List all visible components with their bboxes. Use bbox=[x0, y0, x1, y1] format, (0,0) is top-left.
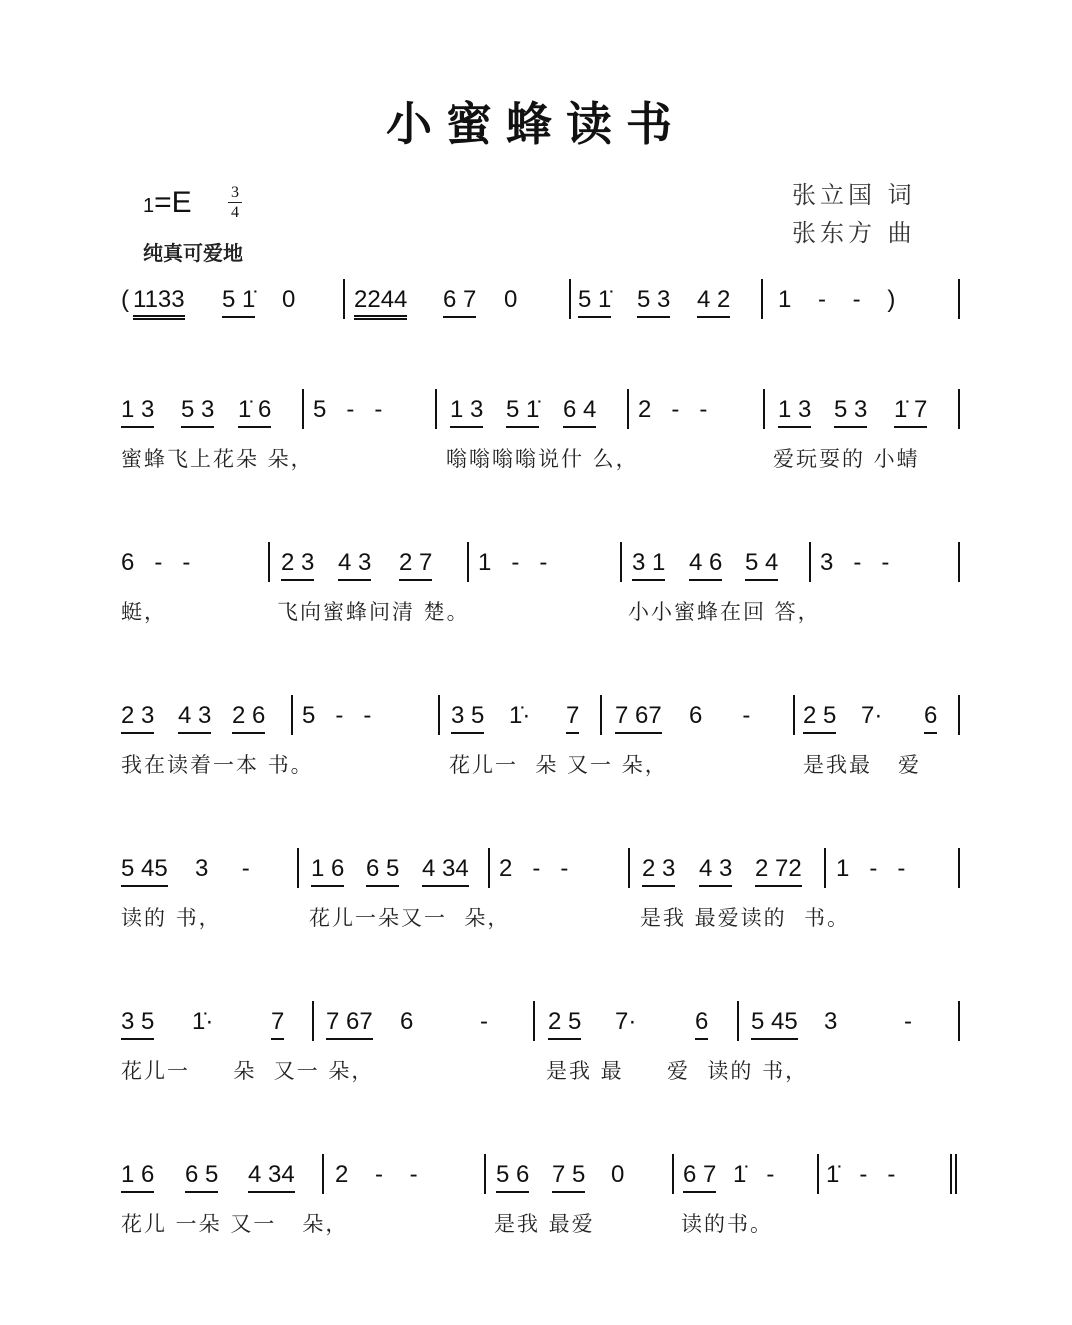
composer-credit: 张东方 曲 bbox=[792, 219, 916, 247]
note-group: 2 5 bbox=[548, 1007, 581, 1040]
lyrics-line bbox=[0, 335, 1072, 385]
note-group: 4 3 bbox=[338, 548, 371, 581]
note-group: 1 6 bbox=[121, 1160, 154, 1193]
note-group: 7 67 bbox=[326, 1007, 373, 1040]
barline bbox=[467, 542, 469, 582]
barline bbox=[312, 1001, 314, 1041]
note-group: 6 - - bbox=[121, 549, 191, 576]
barline bbox=[297, 848, 299, 888]
notation-line bbox=[0, 548, 1072, 598]
lyric-phrase: 花儿一 朵 又一 朵， bbox=[449, 753, 668, 777]
note-group: 1 3 bbox=[121, 395, 154, 428]
note-group: 2 3 bbox=[281, 548, 314, 581]
note-group: 4 6 bbox=[689, 548, 722, 581]
lyrics-line bbox=[0, 598, 1072, 648]
time-denominator: 4 bbox=[231, 204, 239, 221]
barline bbox=[824, 848, 826, 888]
notation-line bbox=[0, 1160, 1072, 1210]
barline bbox=[761, 279, 763, 319]
barline bbox=[672, 1154, 674, 1194]
note-group: 6 - bbox=[689, 702, 751, 729]
barline bbox=[958, 848, 960, 888]
lyric-phrase: 读的书。 bbox=[681, 1212, 773, 1236]
lyrics-line bbox=[0, 751, 1072, 801]
lyric-phrase: 是我 最爱读的 书。 bbox=[640, 906, 851, 930]
note-group: 7 bbox=[566, 701, 579, 734]
note-group: 1̇ - - bbox=[826, 1161, 896, 1188]
barline bbox=[438, 695, 440, 735]
note-group: 5 - - bbox=[313, 396, 383, 423]
lyric-phrase: 我在读着一本 书。 bbox=[121, 753, 314, 777]
note-group: 1 3 bbox=[450, 395, 483, 428]
barline bbox=[958, 695, 960, 735]
barline bbox=[793, 695, 795, 735]
barline bbox=[533, 1001, 535, 1041]
barline bbox=[958, 279, 960, 319]
note-group: 2 3 bbox=[121, 701, 154, 734]
barline bbox=[958, 1001, 960, 1041]
note-group: 7 bbox=[271, 1007, 284, 1040]
note-group: 5 1̇ bbox=[578, 285, 611, 318]
note-group: 1̇· bbox=[192, 1008, 214, 1035]
key-signature bbox=[143, 186, 192, 220]
barline bbox=[291, 695, 293, 735]
note-group: 6 bbox=[924, 701, 937, 734]
note-group: 6 7 bbox=[683, 1160, 716, 1193]
lyric-phrase: 嗡嗡嗡嗡说什 么， bbox=[446, 447, 639, 471]
note-group: 6 - bbox=[400, 1008, 489, 1035]
notation-line bbox=[0, 701, 1072, 751]
lyric-phrase: 蜜蜂飞上花朵 朵， bbox=[121, 447, 314, 471]
lyricist-credit: 张立国 词 bbox=[792, 181, 916, 209]
lyric-phrase: 小小蜜蜂在回 答， bbox=[628, 600, 821, 624]
note-group: 4 34 bbox=[422, 854, 469, 887]
barline bbox=[484, 1154, 486, 1194]
barline bbox=[343, 279, 345, 319]
note-group: 1133 bbox=[133, 285, 185, 320]
note-group: 7· bbox=[615, 1008, 637, 1035]
time-divider bbox=[228, 202, 242, 203]
note-group: 2 7 bbox=[399, 548, 432, 581]
note-group: 3 5 bbox=[451, 701, 484, 734]
notation-line bbox=[0, 1007, 1072, 1057]
barline bbox=[958, 542, 960, 582]
lyric-phrase: 是我 最爱 bbox=[494, 1212, 595, 1236]
barline bbox=[627, 389, 629, 429]
lyric-phrase: 爱玩耍的 小蜻 bbox=[773, 447, 920, 471]
note-group: 3 - bbox=[824, 1008, 913, 1035]
note-group: 5 6 bbox=[496, 1160, 529, 1193]
notation-line bbox=[0, 395, 1072, 445]
note-group: 1̇ 6 bbox=[238, 395, 271, 428]
lyric-phrase: 读的 书， bbox=[121, 906, 222, 930]
note-group: 1 - - bbox=[478, 549, 548, 576]
barline bbox=[569, 279, 571, 319]
note-group: 6 4 bbox=[563, 395, 596, 428]
note-group: 7· bbox=[861, 702, 883, 729]
note-group: 1̇ 7 bbox=[894, 395, 927, 428]
note-group: 6 bbox=[695, 1007, 708, 1040]
note-group: 4 2 bbox=[697, 285, 730, 318]
note-group: 0 bbox=[611, 1161, 625, 1188]
note-group: 5 3 bbox=[637, 285, 670, 318]
note-group: 3 - - bbox=[820, 549, 890, 576]
note-group: 2 - - bbox=[335, 1161, 418, 1188]
barline bbox=[737, 1001, 739, 1041]
barline bbox=[268, 542, 270, 582]
song-title: 小蜜蜂读书 bbox=[386, 97, 686, 151]
time-signature bbox=[228, 184, 242, 221]
note-group: 0 bbox=[504, 286, 518, 313]
barline bbox=[488, 848, 490, 888]
note-group: 5 4 bbox=[745, 548, 778, 581]
note-group: 2 - - bbox=[499, 855, 569, 882]
barline bbox=[302, 389, 304, 429]
note-group: 2 72 bbox=[755, 854, 802, 887]
barline bbox=[763, 389, 765, 429]
lyric-phrase: 花儿一朵又一 朵， bbox=[309, 906, 511, 930]
note-group: 5 1̇ bbox=[506, 395, 539, 428]
lyrics-line bbox=[0, 904, 1072, 954]
note-group: 4 3 bbox=[699, 854, 732, 887]
note-group: 3 5 bbox=[121, 1007, 154, 1040]
note-group: 2 3 bbox=[642, 854, 675, 887]
note-group: 6 5 bbox=[366, 854, 399, 887]
note-group: 2 6 bbox=[232, 701, 265, 734]
lyrics-line bbox=[0, 1057, 1072, 1107]
note-group: 6 7 bbox=[443, 285, 476, 318]
lyric-phrase: 是我最 爱 bbox=[803, 753, 922, 777]
note-group: 1 3 bbox=[778, 395, 811, 428]
lyrics-line bbox=[0, 445, 1072, 495]
time-numerator: 3 bbox=[231, 184, 239, 201]
lyric-phrase: 飞向蜜蜂问清 楚。 bbox=[277, 600, 470, 624]
key-eq: = bbox=[154, 186, 172, 219]
tempo-marking: 纯真可爱地 bbox=[143, 241, 243, 265]
credits bbox=[792, 176, 916, 252]
barline bbox=[809, 542, 811, 582]
note-group: 5 - - bbox=[302, 702, 372, 729]
note-group: 1 - - ) bbox=[778, 286, 896, 313]
lyric-phrase: 是我 最 爱 读的 书， bbox=[546, 1059, 809, 1083]
note-group: 7 67 bbox=[615, 701, 662, 734]
note-group: 0 bbox=[282, 286, 296, 313]
note-group: 5 45 bbox=[751, 1007, 798, 1040]
barline bbox=[817, 1154, 819, 1194]
barline bbox=[628, 848, 630, 888]
note-group: 5 3 bbox=[834, 395, 867, 428]
note-group: 2 5 bbox=[803, 701, 836, 734]
note-group: 5 3 bbox=[181, 395, 214, 428]
note-group: 4 3 bbox=[178, 701, 211, 734]
note-group: 7 5 bbox=[552, 1160, 585, 1193]
barline bbox=[322, 1154, 324, 1194]
lyrics-line bbox=[0, 1210, 1072, 1260]
barline bbox=[955, 1154, 957, 1194]
note-group: 4 34 bbox=[248, 1160, 295, 1193]
note-group: ( bbox=[121, 286, 129, 313]
notation-line bbox=[0, 854, 1072, 904]
note-group: 1 - - bbox=[836, 855, 906, 882]
key-letter: E bbox=[171, 186, 192, 219]
key-tonic: 1 bbox=[143, 195, 155, 217]
note-group: 2 - - bbox=[638, 396, 708, 423]
lyric-phrase: 蜓， bbox=[121, 600, 167, 624]
barline bbox=[600, 695, 602, 735]
barline bbox=[950, 1154, 952, 1194]
notation-line bbox=[0, 285, 1072, 335]
barline bbox=[620, 542, 622, 582]
note-group: 5 45 bbox=[121, 854, 168, 887]
note-group: 3 1 bbox=[632, 548, 665, 581]
note-group: 6 5 bbox=[185, 1160, 218, 1193]
note-group: 1̇· bbox=[509, 702, 531, 729]
note-group: 5 1̇ bbox=[222, 285, 255, 318]
note-group: 1̇ - bbox=[733, 1161, 775, 1188]
lyric-phrase: 花儿一 朵 又一 朵， bbox=[121, 1059, 375, 1083]
barline bbox=[435, 389, 437, 429]
lyric-phrase: 花儿 一朵 又一 朵， bbox=[121, 1212, 349, 1236]
note-group: 2244 bbox=[354, 285, 407, 320]
note-group: 3 - bbox=[195, 855, 250, 882]
note-group: 1 6 bbox=[311, 854, 344, 887]
barline bbox=[958, 389, 960, 429]
